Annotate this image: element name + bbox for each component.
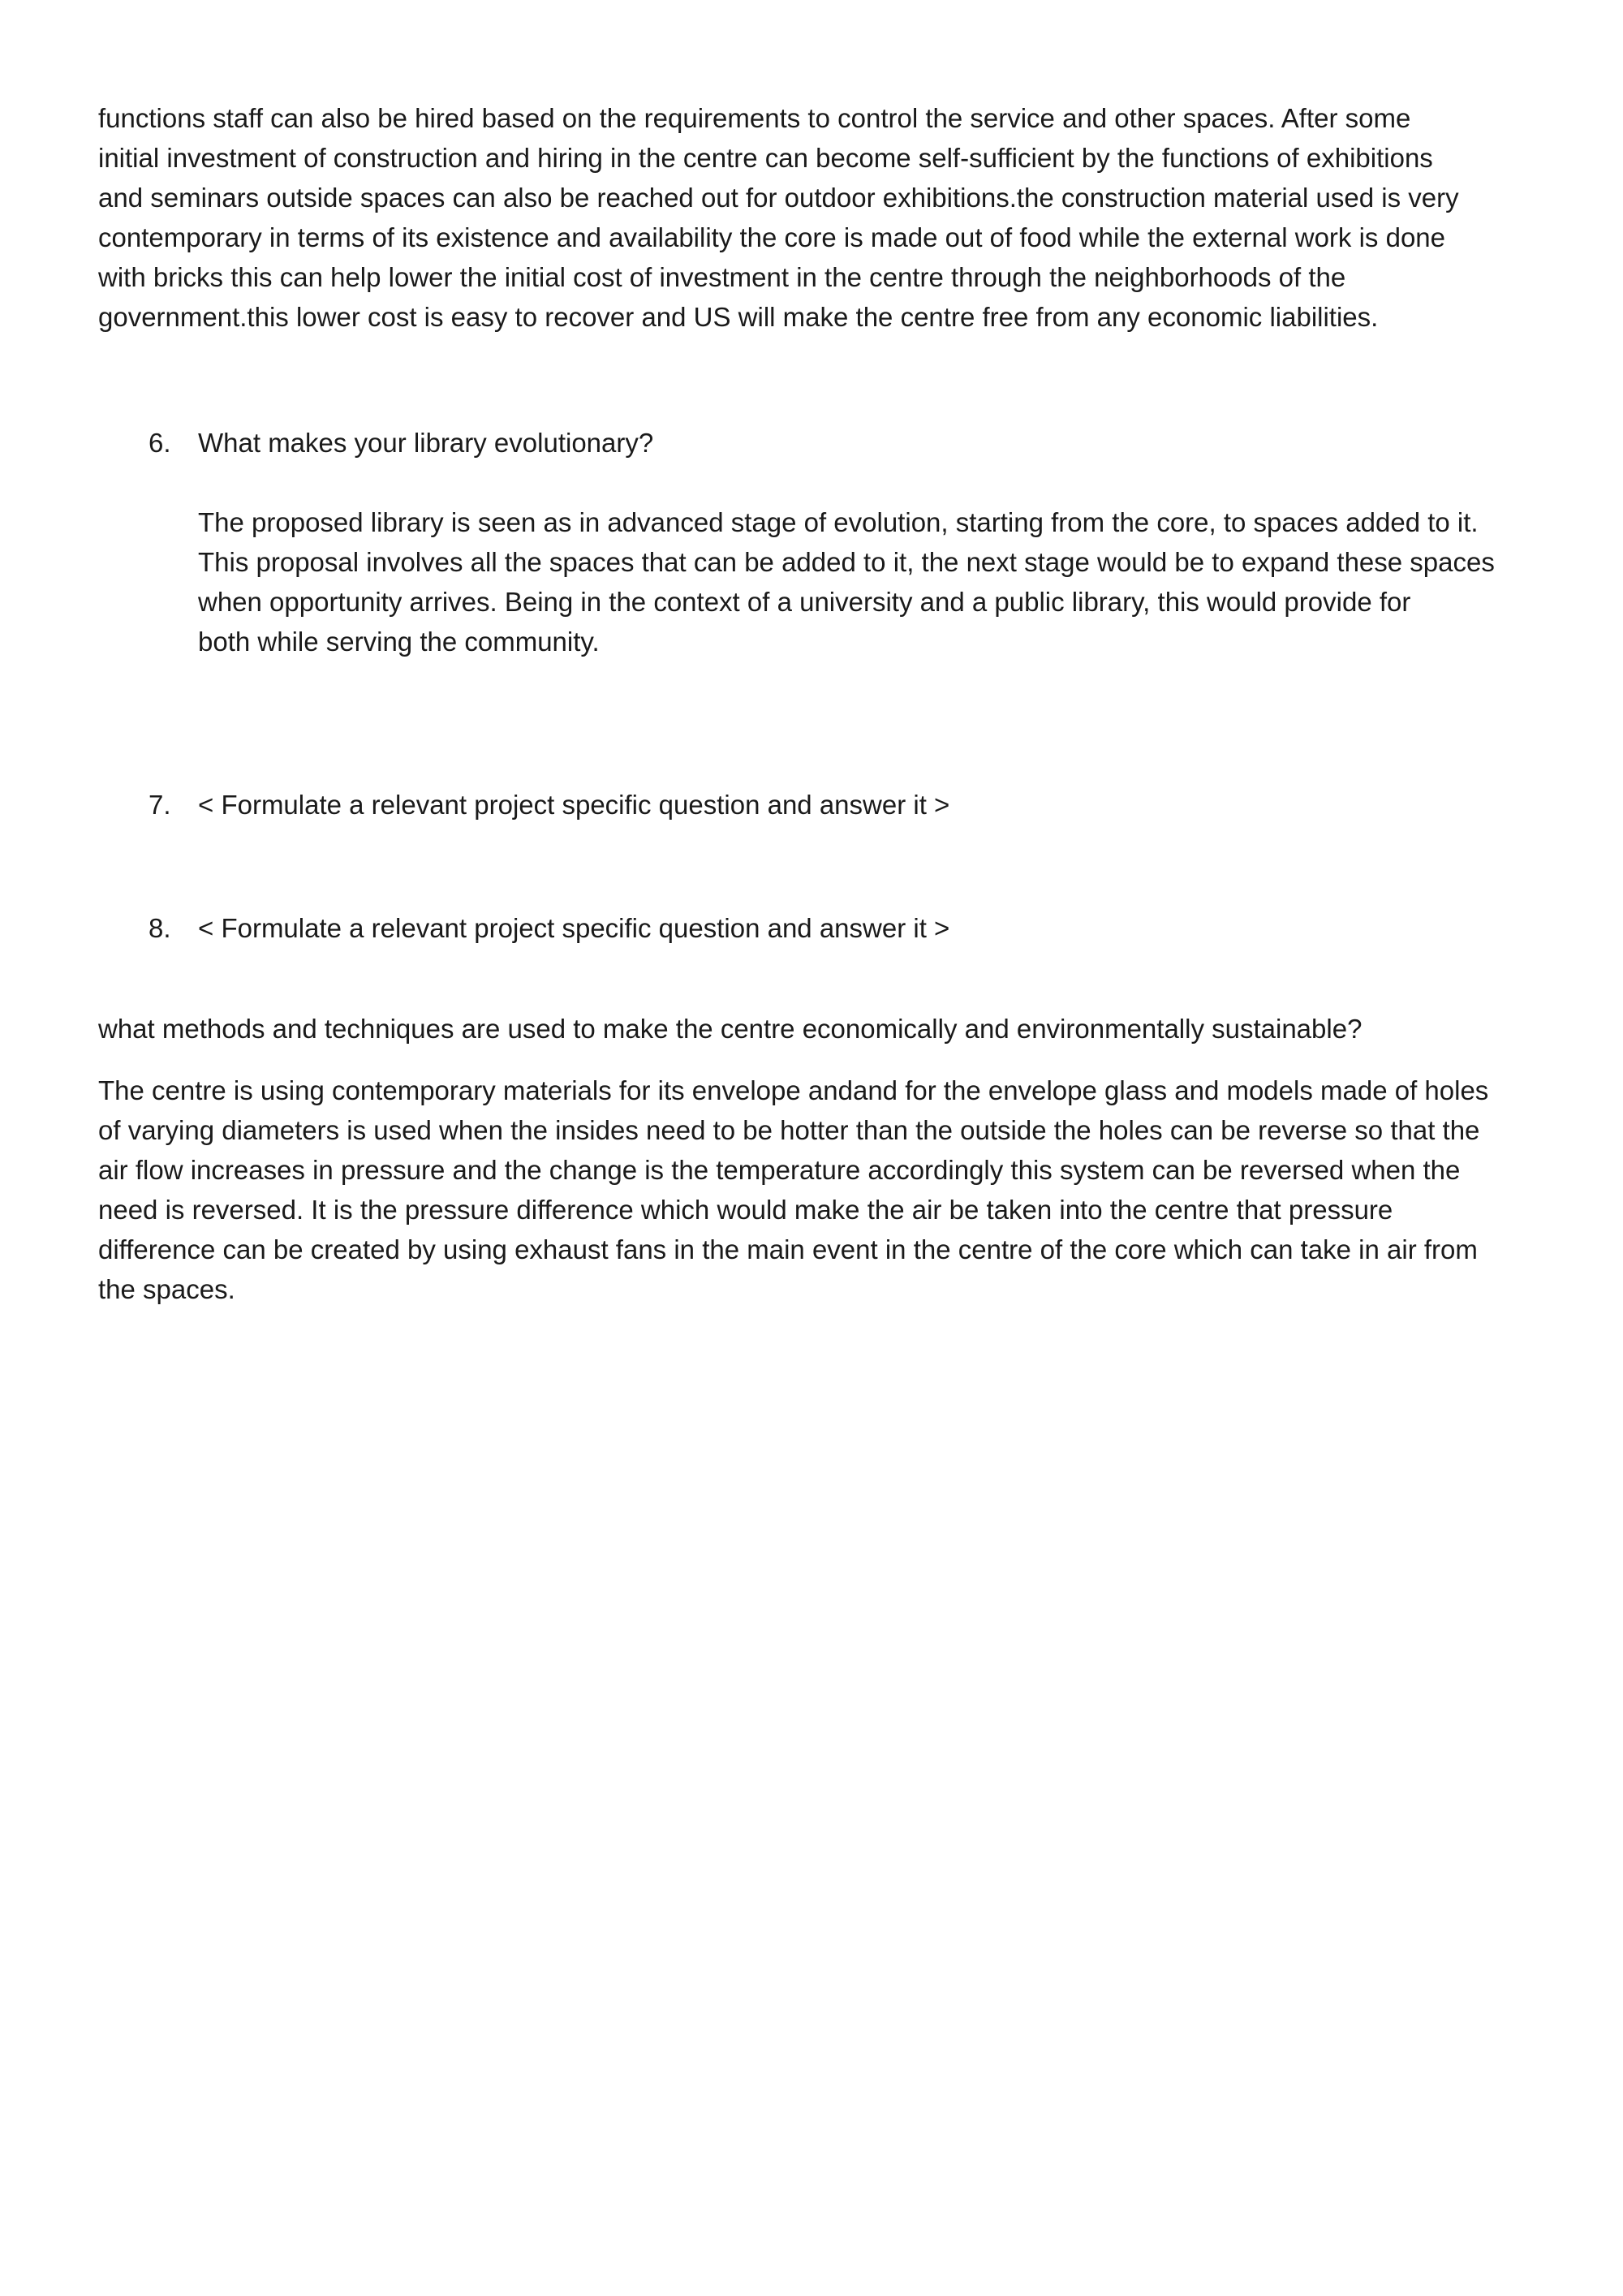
text-line: and seminars outside spaces can also be reached out for outdoor exhibitions.the construction material used is very <box>98 183 1459 213</box>
text-line: The centre is using contemporary materials for its envelope andand for the envelope glass and models made of holes <box>98 1075 1489 1105</box>
text-line: difference can be created by using exhaust fans in the main event in the centre of the core which can take in air from <box>98 1234 1478 1264</box>
text-line: The proposed library is seen as in advanced stage of evolution, starting from the core, to spaces added to it. <box>198 507 1479 537</box>
text-line: when opportunity arrives. Being in the context of a university and a public library, this would provide for <box>198 587 1411 617</box>
text-line: the spaces. <box>98 1274 235 1304</box>
question-text: What makes your library evolutionary? <box>198 428 654 458</box>
text-line: initial investment of construction and hiring in the centre can become self-sufficient by the functions of exhibitions <box>98 143 1433 173</box>
text-line: what methods and techniques are used to make the centre economically and environmentally sustainable? <box>98 1014 1363 1044</box>
intro-paragraph <box>98 98 1459 337</box>
question-number: 7. <box>149 790 171 820</box>
sustainability-question <box>98 1009 1362 1049</box>
text-line: of varying diameters is used when the insides need to be hotter than the outside the holes can be reverse so that the <box>98 1115 1480 1145</box>
text-line: both while serving the community. <box>198 627 600 657</box>
question-text: < Formulate a relevant project specific question and answer it > <box>198 790 950 820</box>
text-line: contemporary in terms of its existence and availability the core is made out of food while the external work is done <box>98 222 1446 252</box>
question-number: 8. <box>149 913 171 943</box>
text-line: functions staff can also be hired based on the requirements to control the service and other spaces. After some <box>98 103 1411 133</box>
question-6-answer <box>198 502 1495 661</box>
question-text: < Formulate a relevant project specific question and answer it > <box>198 913 950 943</box>
text-line: with bricks this can help lower the initial cost of investment in the centre through the neighborhoods of the <box>98 262 1346 292</box>
sustainability-answer <box>98 1070 1488 1309</box>
text-line: government.this lower cost is easy to recover and US will make the centre free from any economic liabilities. <box>98 302 1379 332</box>
text-line: This proposal involves all the spaces that can be added to it, the next stage would be to expand these spaces <box>198 547 1495 577</box>
text-line: need is reversed. It is the pressure difference which would make the air be taken into the centre that pressure <box>98 1195 1393 1225</box>
text-line: air flow increases in pressure and the change is the temperature accordingly this system can be reversed when the <box>98 1155 1461 1185</box>
question-number: 6. <box>149 428 171 458</box>
